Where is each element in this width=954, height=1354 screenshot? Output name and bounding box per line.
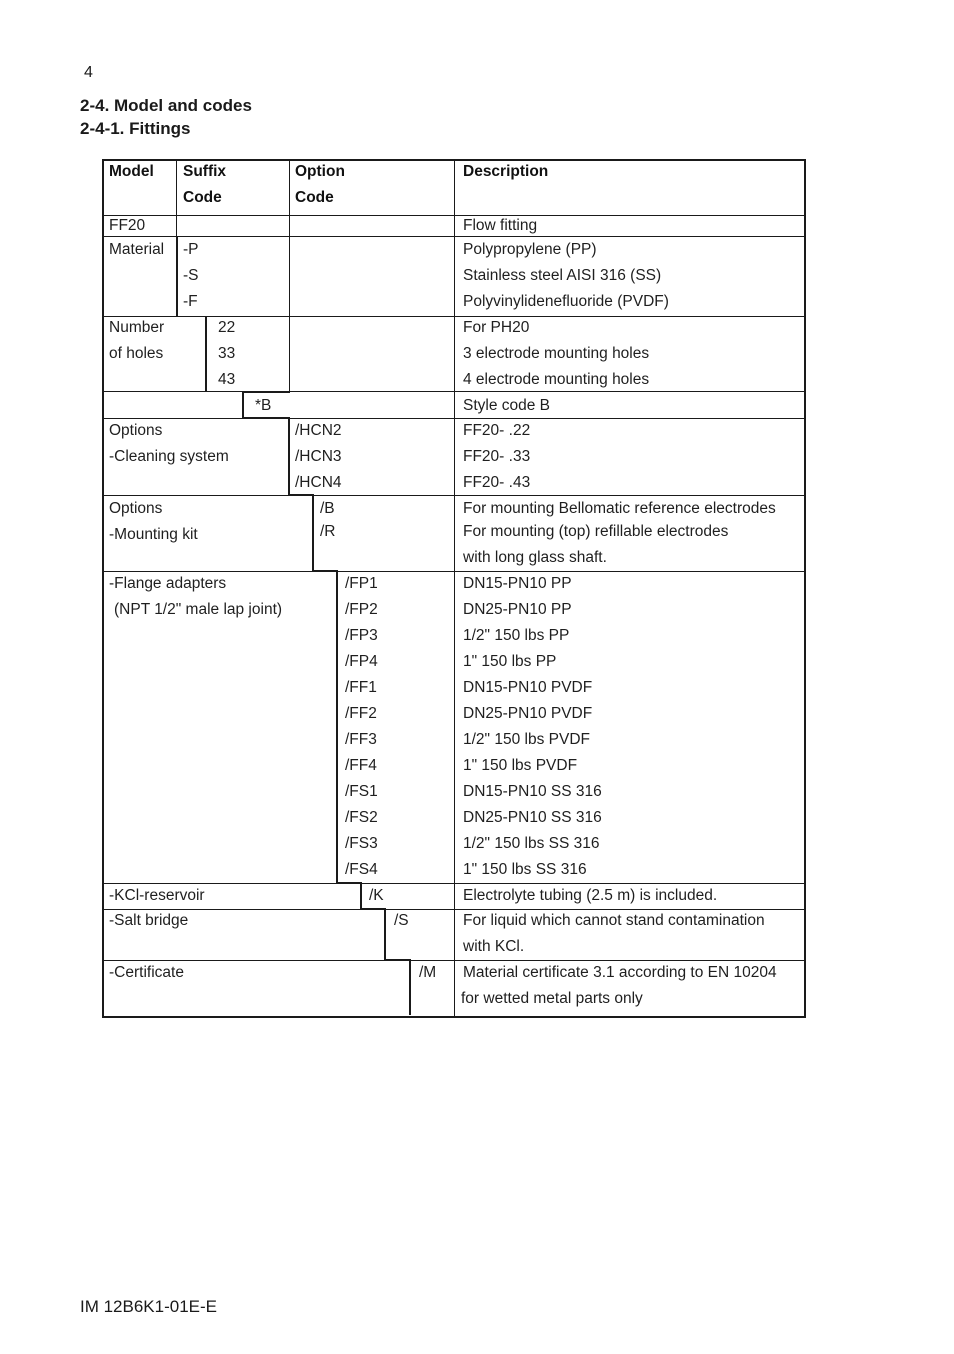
step-rule-cert-top — [384, 959, 411, 961]
holes-description: 3 electrode mounting holes — [463, 345, 650, 362]
flange-code: /FF3 — [345, 731, 377, 748]
step-rule-cleaning — [288, 418, 290, 495]
holes-code: 33 — [218, 345, 236, 362]
step-rule-holes — [205, 316, 207, 391]
cleaning-code: /HCN2 — [295, 422, 342, 439]
holes-code: 22 — [218, 319, 236, 336]
flange-description: 1/2" 150 lbs SS 316 — [463, 835, 600, 852]
step-rule-kcl — [360, 883, 362, 909]
column-rule-description — [454, 159, 455, 1016]
material-description: Polypropylene (PP) — [463, 241, 597, 258]
flange-description: DN15-PN10 PP — [463, 575, 572, 592]
mounting-label: -Mounting kit — [109, 526, 198, 543]
flange-description: 1" 150 lbs PVDF — [463, 757, 578, 774]
step-rule-cert — [409, 960, 411, 1015]
header-suffix-code: Code — [183, 189, 222, 206]
flange-code: /FP3 — [345, 627, 378, 644]
flange-description: DN25-PN10 SS 316 — [463, 809, 602, 826]
cleaning-description: FF20- .22 — [463, 422, 531, 439]
row-rule — [102, 418, 804, 419]
model-label: FF20 — [109, 217, 146, 234]
header-suffix: Suffix — [183, 163, 227, 180]
cleaning-description: FF20- .43 — [463, 474, 531, 491]
kcl-description: Electrolyte tubing (2.5 m) is included. — [463, 887, 718, 904]
flange-description: DN15-PN10 PVDF — [463, 679, 593, 696]
flange-description: 1/2" 150 lbs PVDF — [463, 731, 590, 748]
cleaning-code: /HCN3 — [295, 448, 342, 465]
cert-description: Material certificate 3.1 according to EN 10204 — [463, 964, 777, 981]
step-rule-material — [176, 236, 178, 316]
section-heading: 2-4. Model and codes — [80, 96, 252, 115]
flange-code: /FF1 — [345, 679, 377, 696]
salt-code: /S — [394, 912, 409, 929]
holes-label: of holes — [109, 345, 164, 362]
column-rule-suffix — [176, 159, 177, 236]
step-rule-style — [242, 391, 244, 418]
model-codes-table — [102, 159, 806, 1018]
material-label: Material — [109, 241, 165, 258]
cert-label: -Certificate — [109, 964, 184, 981]
flange-code: /FS2 — [345, 809, 378, 826]
model-description: Flow fitting — [463, 217, 538, 234]
subsection-heading: 2-4-1. Fittings — [80, 119, 191, 138]
mounting-description: For mounting (top) refillable electrodes — [463, 523, 729, 540]
material-code: -F — [183, 293, 198, 310]
holes-code: 43 — [218, 371, 236, 388]
mounting-description: For mounting Bellomatic reference electrodes — [463, 500, 776, 517]
step-rule-salt — [384, 909, 386, 960]
flange-description: 1" 150 lbs SS 316 — [463, 861, 587, 878]
flange-description: 1" 150 lbs PP — [463, 653, 557, 670]
flange-code: /FF4 — [345, 757, 377, 774]
step-rule-flange-top — [312, 570, 338, 572]
step-rule-mounting — [312, 495, 314, 571]
holes-description: 4 electrode mounting holes — [463, 371, 650, 388]
material-description: Stainless steel AISI 316 (SS) — [463, 267, 662, 284]
cleaning-code: /HCN4 — [295, 474, 342, 491]
flange-description: DN15-PN10 SS 316 — [463, 783, 602, 800]
flange-code: /FS1 — [345, 783, 378, 800]
page-number: 4 — [84, 64, 93, 81]
salt-description: with KCl. — [463, 938, 525, 955]
header-description: Description — [463, 163, 549, 180]
flange-code: /FS3 — [345, 835, 378, 852]
flange-label: (NPT 1/2" male lap joint) — [114, 601, 283, 618]
flange-code: /FP4 — [345, 653, 378, 670]
flange-code: /FS4 — [345, 861, 378, 878]
row-rule — [102, 236, 804, 237]
cert-code: /M — [419, 964, 437, 981]
flange-label: -Flange adapters — [109, 575, 227, 592]
flange-description: 1/2" 150 lbs PP — [463, 627, 570, 644]
mounting-label: Options — [109, 500, 163, 517]
header-option: Option — [295, 163, 345, 180]
material-code: -P — [183, 241, 199, 258]
flange-description: DN25-PN10 PP — [463, 601, 572, 618]
kcl-label: -KCl-reservoir — [109, 887, 205, 904]
holes-label: Number — [109, 319, 165, 336]
salt-description: For liquid which cannot stand contamination — [463, 912, 765, 929]
flange-code: /FP2 — [345, 601, 378, 618]
row-rule — [102, 391, 804, 392]
holes-description: For PH20 — [463, 319, 530, 336]
kcl-code: /K — [369, 887, 384, 904]
row-rule — [102, 316, 804, 317]
step-rule-flange — [336, 571, 338, 883]
style-description: Style code B — [463, 397, 551, 414]
mounting-code: /R — [320, 523, 336, 540]
flange-code: /FF2 — [345, 705, 377, 722]
flange-code: /FP1 — [345, 575, 378, 592]
cert-description: for wetted metal parts only — [461, 990, 643, 1007]
cleaning-label: Options — [109, 422, 163, 439]
material-code: -S — [183, 267, 199, 284]
mounting-code: /B — [320, 500, 335, 517]
style-code: *B — [255, 397, 272, 414]
header-option-code: Code — [295, 189, 334, 206]
header-model: Model — [109, 163, 154, 180]
material-description: Polyvinylidenefluoride (PVDF) — [463, 293, 669, 310]
cleaning-label: -Cleaning system — [109, 448, 229, 465]
mounting-description: with long glass shaft. — [463, 549, 607, 566]
flange-description: DN25-PN10 PVDF — [463, 705, 593, 722]
cleaning-description: FF20- .33 — [463, 448, 531, 465]
row-rule — [102, 215, 804, 216]
document-code: IM 12B6K1-01E-E — [80, 1297, 218, 1316]
salt-label: -Salt bridge — [109, 912, 189, 929]
column-rule-option — [289, 159, 290, 391]
